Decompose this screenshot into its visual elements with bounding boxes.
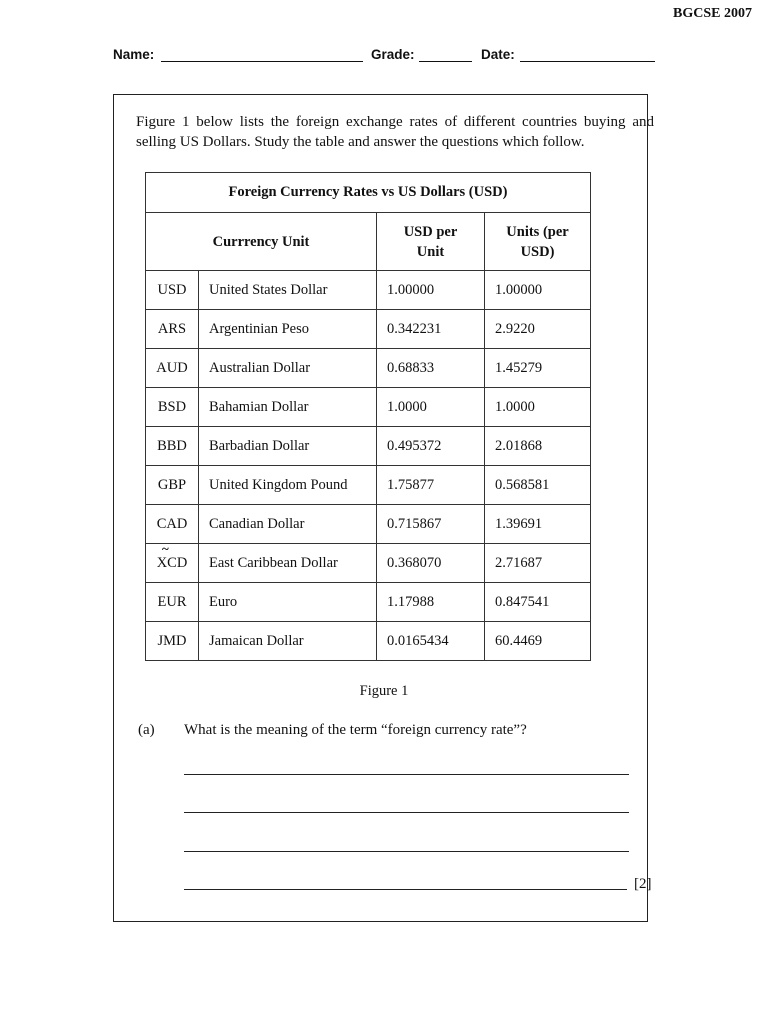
name-field[interactable] (161, 61, 363, 62)
units-per-usd-value: 1.00000 (485, 271, 591, 310)
currency-code: CAD (146, 505, 199, 544)
table-row (146, 310, 591, 349)
currency-name: Argentinian Peso (199, 310, 377, 349)
table-row (146, 544, 591, 583)
units-per-usd-value: 2.01868 (485, 427, 591, 466)
question-label: (a) (138, 722, 155, 738)
currency-code: USD (146, 271, 199, 310)
currency-unit-header: Currrency Unit (146, 213, 377, 271)
answer-line-2[interactable] (184, 812, 629, 813)
currency-code: BBD (146, 427, 199, 466)
intro-text: Figure 1 below lists the foreign exchange rates of different countries buying and selling US Dollars. Study the table and answer the questions which follow. (136, 114, 654, 150)
currency-code: EUR (146, 583, 199, 622)
table-row (146, 583, 591, 622)
units-per-usd-header (485, 213, 591, 271)
units-per-usd-value: 1.39691 (485, 505, 591, 544)
currency-name: Euro (199, 583, 377, 622)
units-per-usd-value: 2.9220 (485, 310, 591, 349)
table-row (146, 466, 591, 505)
units-per-usd-value: 1.0000 (485, 388, 591, 427)
currency-name: Jamaican Dollar (199, 622, 377, 661)
figure-caption: Figure 1 (359, 683, 409, 699)
usd-per-unit-value: 0.368070 (377, 544, 485, 583)
usd-per-unit-value: 1.75877 (377, 466, 485, 505)
name-label: Name: (113, 47, 155, 62)
usd-per-unit-value: 1.00000 (377, 271, 485, 310)
usd-per-unit-value: 0.68833 (377, 349, 485, 388)
table-row (146, 271, 591, 310)
usd-per-unit-value: 1.17988 (377, 583, 485, 622)
table-row (146, 388, 591, 427)
date-label: Date: (481, 47, 515, 62)
currency-code: BSD (146, 388, 199, 427)
units-per-usd-value: 2.71687 (485, 544, 591, 583)
marks-label: [2] (634, 876, 652, 892)
currency-code: XCD (146, 544, 199, 583)
answer-line-4[interactable] (184, 889, 627, 890)
answer-line-1[interactable] (184, 774, 629, 775)
currency-rates-table (145, 172, 591, 661)
question-text: What is the meaning of the term “foreign currency rate”? (184, 722, 527, 738)
usd-per-unit-value: 0.715867 (377, 505, 485, 544)
units-per-usd-value: 1.45279 (485, 349, 591, 388)
usd-per-unit-header-text: USD per Unit (403, 223, 458, 260)
currency-name: United Kingdom Pound (199, 466, 377, 505)
table-title: Foreign Currency Rates vs US Dollars (USD) (146, 173, 591, 213)
grade-field[interactable] (419, 61, 472, 62)
usd-per-unit-value: 1.0000 (377, 388, 485, 427)
grade-label: Grade: (371, 47, 415, 62)
currency-name: Canadian Dollar (199, 505, 377, 544)
currency-name: Bahamian Dollar (199, 388, 377, 427)
table-row (146, 427, 591, 466)
currency-code: ARS (146, 310, 199, 349)
usd-per-unit-value: 0.495372 (377, 427, 485, 466)
units-per-usd-header-text: Units (per USD) (506, 223, 569, 260)
currency-name: Australian Dollar (199, 349, 377, 388)
units-per-usd-value: 0.847541 (485, 583, 591, 622)
table-row (146, 349, 591, 388)
answer-line-3[interactable] (184, 851, 629, 852)
date-field[interactable] (520, 61, 655, 62)
handwritten-mark: ~ (162, 541, 169, 556)
usd-per-unit-value: 0.0165434 (377, 622, 485, 661)
currency-code: JMD (146, 622, 199, 661)
currency-name: East Caribbean Dollar (199, 544, 377, 583)
currency-code: GBP (146, 466, 199, 505)
usd-per-unit-header (377, 213, 485, 271)
units-per-usd-value: 60.4469 (485, 622, 591, 661)
student-info-header (113, 47, 658, 67)
currency-code: AUD (146, 349, 199, 388)
usd-per-unit-value: 0.342231 (377, 310, 485, 349)
table-row (146, 505, 591, 544)
units-per-usd-value: 0.568581 (485, 466, 591, 505)
currency-name: United States Dollar (199, 271, 377, 310)
exam-code: BGCSE 2007 (673, 6, 752, 21)
table-row (146, 622, 591, 661)
currency-name: Barbadian Dollar (199, 427, 377, 466)
